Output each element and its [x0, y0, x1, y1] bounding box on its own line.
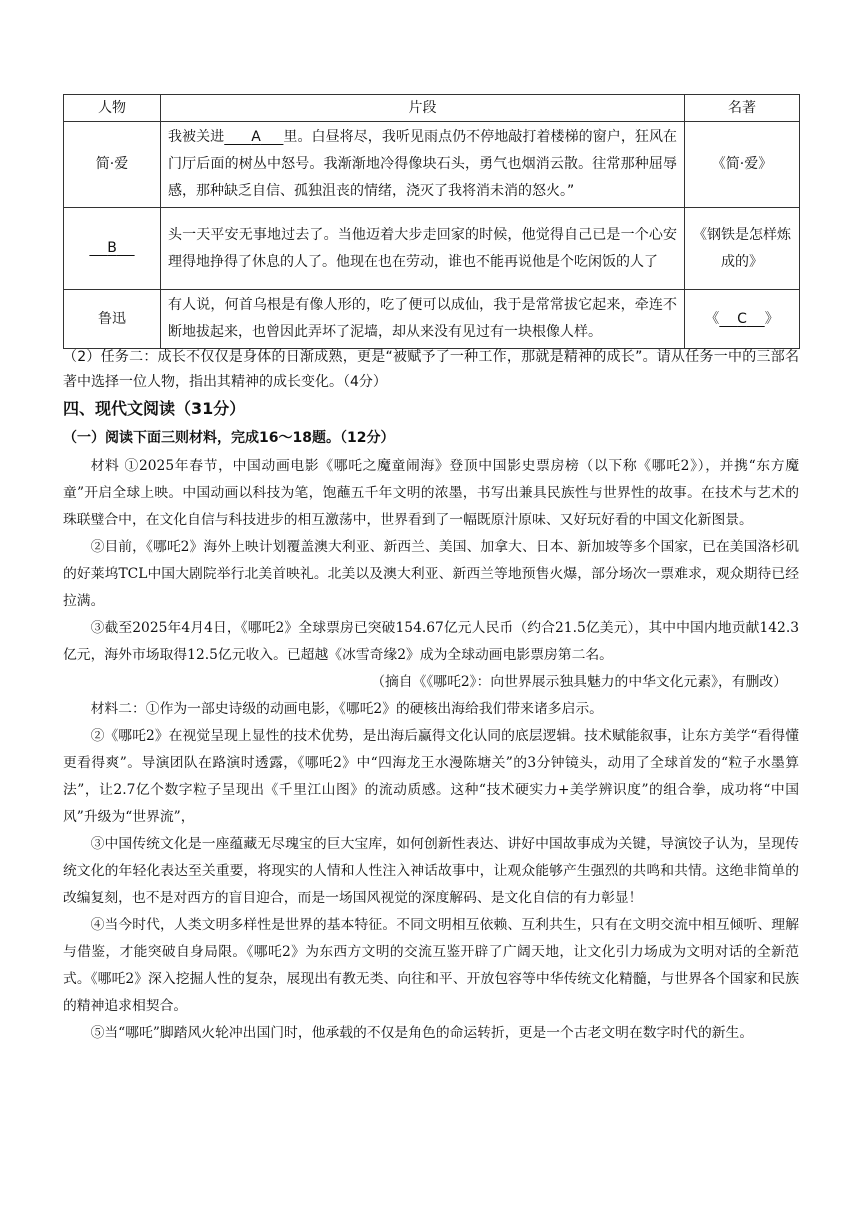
book-title: 《简·爱》 — [711, 156, 773, 172]
person-name: 简·爱 — [95, 156, 129, 172]
book-cell: 《 C 》 — [685, 290, 800, 349]
subsection-title: （一）阅读下面三则材料，完成16～18题。（12分） — [63, 430, 395, 446]
works-table — [63, 94, 800, 349]
header-person: 人物 — [64, 95, 161, 122]
reading-materials — [63, 453, 799, 1047]
table-row — [64, 122, 800, 208]
book-cell — [685, 122, 800, 208]
material-two-paragraph: ②《哪吒2》在视觉呈现上显性的技术优势，是出海后赢得文化认同的底层逻辑。技术赋能叙事，让东方美学“看得懂更看得爽”。导演团队在路演时透露，《哪吒2》中“四海龙王水漫陈塘关”的3分钟镜头，动用了全球首发的“粒子水墨算法”，让2.7亿个数字粒子呈现出《千里江山图》的流动质感。这种“技术硬实力+美学辨识度”的组合拳，成功将“中国风”升级为“世界流”， — [63, 728, 799, 825]
excerpt-cell — [161, 208, 685, 290]
person-cell — [64, 290, 161, 349]
section-title: 四、现代文阅读（31分） — [63, 399, 246, 418]
blank-c: C — [737, 310, 747, 327]
table-row — [64, 290, 800, 349]
task-two — [63, 345, 799, 395]
excerpt-cell — [161, 290, 685, 349]
material-two-paragraph: 材料二：①作为一部史诗级的动画电影，《哪吒2》的硬核出海给我们带来诸多启示。 — [90, 701, 603, 717]
excerpt-text-continued: 里。白昼将尽，我听见雨点仍不停地敲打着楼梯的窗户，狂风在门厅后面的树丛中怒号。我渐渐地冷得像块石头，勇气也烟消云散。往常那种屈辱感，那种缺乏自信、孤独沮丧的情绪，浇灭了我将消未消的怒火。” — [168, 129, 677, 199]
table-header-row — [64, 95, 800, 122]
blank-a: A — [251, 129, 261, 145]
excerpt-text: 有人说，何首乌根是有像人形的，吃了便可以成仙，我于是常常拔它起来，牵连不断地拔起来，也曾因此弄坏了泥墙，却从来没有见过有一块根像人样。 — [168, 297, 677, 340]
header-book: 名著 — [685, 95, 800, 122]
book-cell — [685, 208, 800, 290]
material-two-paragraph: ④当今时代，人类文明多样性是世界的基本特征。不同文明相互依赖、互利共生，只有在文明交流中相互倾听、理解与借鉴，才能突破自身局限。《哪吒2》为东西方文明的交流互鉴开辟了广阔天地，让文化引力场成为文明对话的全新范式。《哪吒2》深入挖掘人性的复杂，展现出有教无类、向往和平、开放包容等中华传统文化精髓，与世界各个国家和民族的精神追求相契合。 — [63, 917, 799, 1014]
material-one-source: （摘自《《哪吒2》：向世界展示独具魅力的中华文化元素》，有删改） — [371, 674, 787, 690]
table-row — [64, 208, 800, 290]
book-title: 《钢铁是怎样炼成的》 — [693, 226, 791, 270]
material-one-paragraph: 材料 ①2025年春节，中国动画电影《哪吒之魔童闹海》登顶中国影史票房榜（以下称《哪吒2》），并携“东方魔童”开启全球上映。中国动画以科技为笔，饱蘸五千年文明的浓墨，书写出兼具民族性与世界性的故事。在技术与艺术的珠联璧合中，在文化自信与科技进步的相互激荡中，世界看到了一幅既原汁原味、又好玩好看的中国文化新图景。 — [63, 458, 799, 528]
material-two-paragraph: ③中国传统文化是一座蕴藏无尽瑰宝的巨大宝库，如何创新性表达、讲好中国故事成为关键，导演饺子认为，呈现传统文化的年轻化表达至关重要，将现实的人情和人性注入神话故事中，让观众能够产生强烈的共鸣和共情。这绝非简单的改编复刻，也不是对西方的盲目迎合，而是一场国风视觉的深度解码、是文化自信的有力彰显！ — [63, 836, 799, 906]
material-one-paragraph: ③截至2025年4月4日，《哪吒2》全球票房已突破154.67亿元人民币（约合21.5亿美元），其中中国内地贡献142.3亿元，海外市场取得12.5亿元收入。已超越《冰雪奇缘2》成为全球动画电影票房第二名。 — [63, 620, 799, 663]
excerpt-text: 头一天平安无事地过去了。当他迈着大步走回家的时候，他觉得自己已是一个心安理得地挣得了休息的人了。他现在也在劳动，谁也不能再说他是个吃闲饭的人了 — [168, 226, 677, 270]
excerpt-text: 我被关进 — [168, 129, 225, 145]
excerpt-cell — [161, 122, 685, 208]
header-excerpt: 片段 — [161, 95, 685, 122]
blank-b: B — [107, 240, 117, 256]
material-two-paragraph: ⑤当“哪吒”脚踏风火轮冲出国门时，他承载的不仅是角色的命运转折，更是一个古老文明在数字时代的新生。 — [90, 1025, 754, 1041]
material-one-paragraph: ②目前，《哪吒2》海外上映计划覆盖澳大利亚、新西兰、美国、加拿大、日本、新加坡等多个国家，已在美国洛杉矶的好莱坞TCL中国大剧院举行北美首映礼。北美以及澳大利亚、新西兰等地预售火爆，部分场次一票难求，观众期待已经拉满。 — [63, 539, 799, 609]
person-cell — [64, 208, 161, 290]
person-name: 鲁迅 — [98, 310, 126, 327]
person-cell — [64, 122, 161, 208]
task-two-text: （2）任务二：成长不仅仅是身体的日渐成熟，更是“被赋予了一种工作，那就是精神的成长”。请从任务一中的三部名著中选择一位人物，指出其精神的成长变化。（4分） — [63, 349, 799, 390]
